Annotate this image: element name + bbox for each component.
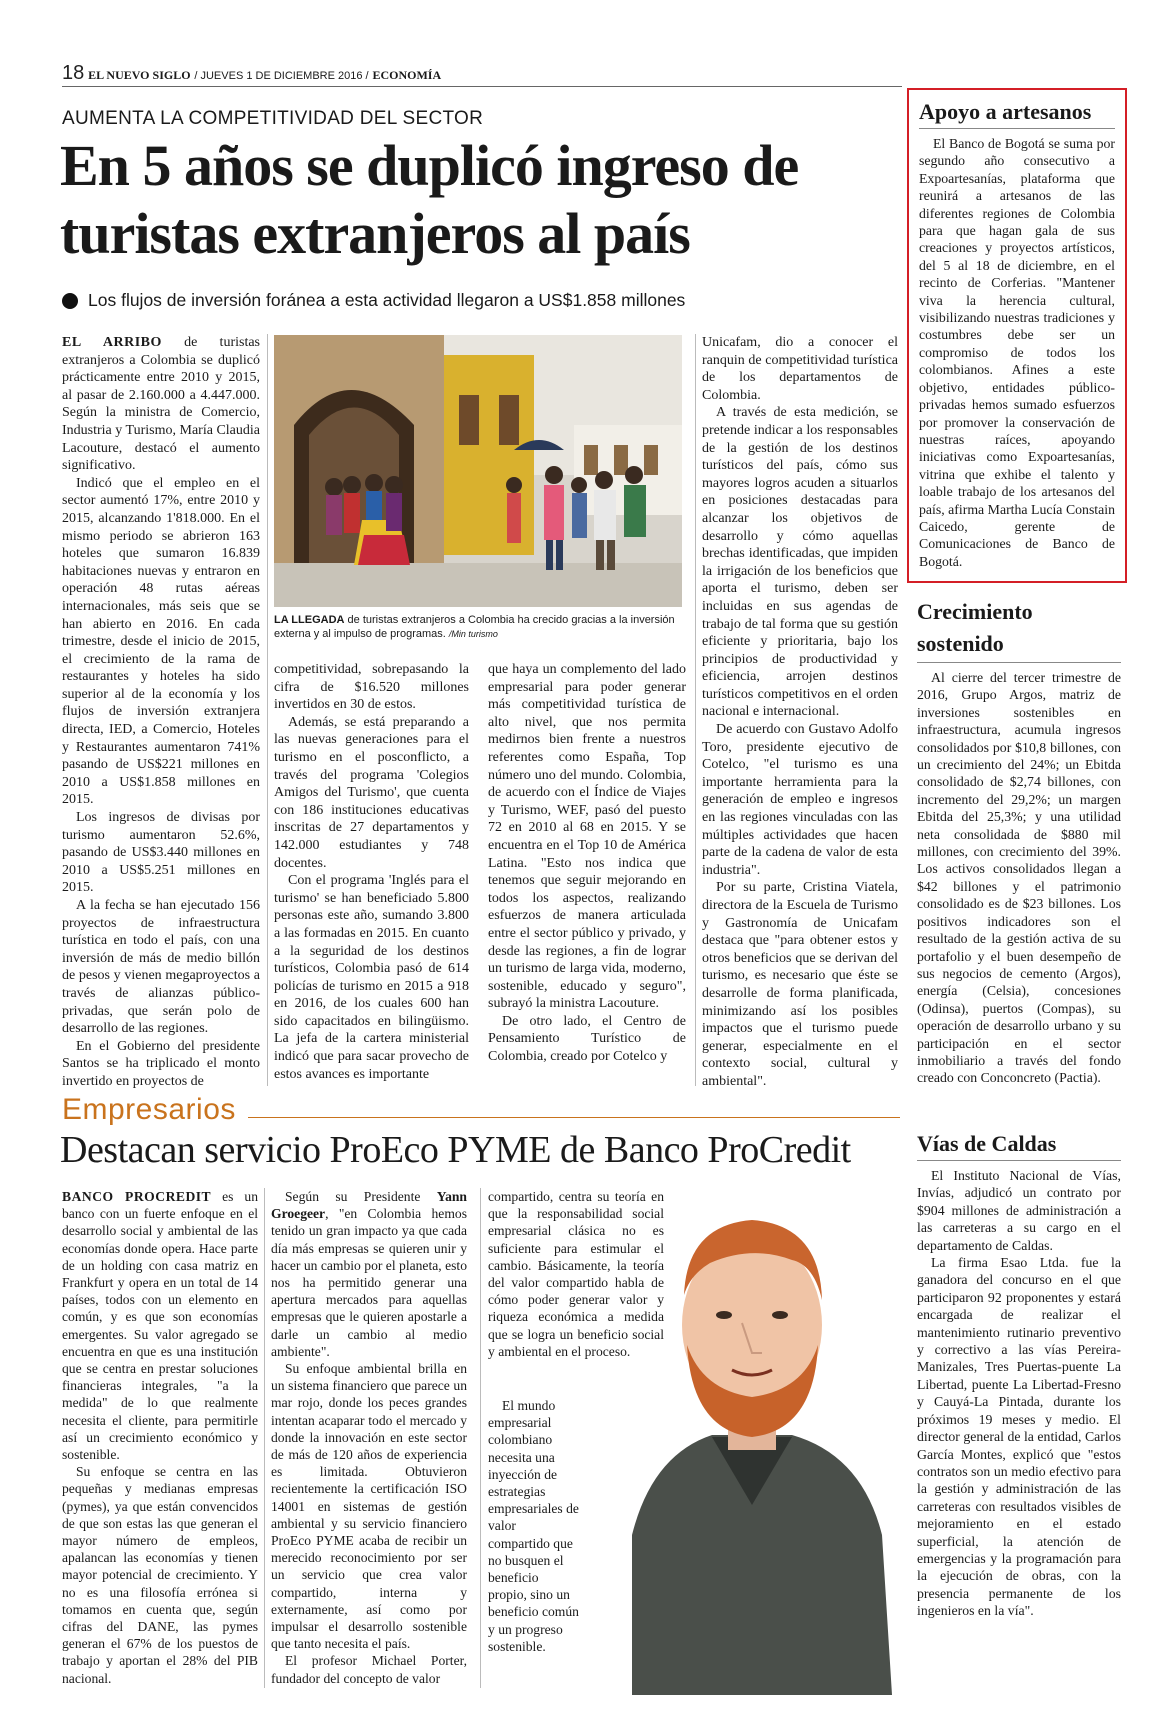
column-rule <box>480 1188 481 1688</box>
article-kicker: AUMENTA LA COMPETITIVIDAD DEL SECTOR <box>62 108 484 129</box>
folio-date: / JUEVES 1 DE DICIEMBRE 2016 / <box>194 70 369 82</box>
article-column-1 <box>62 334 260 1091</box>
paragraph: Su enfoque se centra en las pequeñas y medianas empresas (pymes), ya que están convencidos de que son estas las que generan el mayor número de empleos, apalancan las economías y tienen mayor potencial de crecimiento. Y no es una filosofía errónea si tomamos en cuenta que, según cifras del DANE, las pymes generan el 67% de los puestos de trabajo y aportan el 28% del PIB nacional. <box>62 1464 258 1686</box>
article2-headline: Destacan servicio ProEco PYME de Banco ProCredit <box>60 1129 851 1171</box>
paragraph: Según su Presidente <box>285 1189 421 1204</box>
column-rule <box>264 1188 265 1688</box>
article2-column-3-wrap <box>488 1397 580 1655</box>
paragraph: De acuerdo con Gustavo Adolfo Toro, presidente ejecutivo de Cotelco, "el turismo es una importante herramienta para la generación de empleo e ingresos en las regiones vinculadas con las múltiples actividades que hacen parte de la cadena de valor de esta industria". <box>702 722 898 878</box>
bullet-icon <box>62 293 78 309</box>
paragraph: A la fecha se han ejecutado 156 proyectos de infraestructura turística en todo el país, con una inversión de más de medio billón de pesos y vienen megaproyectos a través de alianzas público-privadas, que serán polo de desarrollo de las regiones. <box>62 898 260 1037</box>
lead-in: BANCO PROCREDIT <box>62 1189 212 1204</box>
paragraph: En el Gobierno del presidente Santos se ha triplicado el monto invertido en proyectos de <box>62 1038 260 1089</box>
sidebar-box-artesanos <box>907 88 1127 583</box>
tourists-photo <box>274 335 682 607</box>
article-column-3 <box>488 661 686 1066</box>
paragraph: Los ingresos de divisas por turismo aumentaron 52.6%, pasando de US$3.440 millones en 2010 a US$5.251 millones en 2015. <box>62 810 260 896</box>
sidebar-item-vias <box>917 1130 1121 1620</box>
article2-column-2 <box>271 1188 467 1687</box>
paragraph: Por su parte, Cristina Viatela, directora de la Escuela de Turismo y Gastronomía de Unicafam destaca que "para obtener estos y otros beneficios que se derivan del turismo, es necesario que éste se desarrolle de forma planificada, minimizando así los posibles impactos que el turismo puede generar, especialmente en el contexto social, cultural y ambiental". <box>702 880 898 1089</box>
paragraph: Unicafam, dio a conocer el ranquin de competitividad turística de los departamentos de Colombia. <box>702 335 898 403</box>
paragraph: A través de esta medición, se pretende indicar a los responsables de la gestión de los destinos turísticos del país, cómo sus mayores logros acuden a situarlos en posiciones destacadas para alcanzar los objetivos de desarrollo y cómo aquellas brechas identificadas, que impiden la irrigación de los beneficios que aporta el turismo, deben ser incluidas en sus agendas de trabajo de tal forma que su gestión eficiente y prioritaria, bajo los principios de productividad y eficiencia, arrojen destinos turísticos competitivos en el orden nacional e internacional. <box>702 405 898 720</box>
paragraph: compartido, centra su teoría en que la responsabilidad social empresarial clásica no es suficiente para estimular el cambio. Básicamente, la teoría del valor compartido habla de cómo poder generar valor y riqueza económica a medida que se logra un beneficio social y ambiental en el proceso. <box>488 1189 664 1359</box>
paragraph: El Banco de Bogotá se suma por segundo año consecutivo a Expoartesanías, plataforma que reunirá a artesanos de las diferentes regiones de Colombia para que hagan gala de sus creaciones y proyectos artísticos, del 5 al 18 de diciembre, en el recinto de Corferias. "Mantener viva la herencia cultural, visibilizando nuestras tradiciones y costumbres debe ser un compromiso de todos los colombianos. Afines a este objetivo, entidades público-privadas hemos sumado esfuerzos por promover la conservación de nuestras raíces, apoyando iniciativas como Expoartesanías, vitrina que exhibe el talento y loable trabajo de los artesanos del país, afirma Martha Lucía Constain Caicedo, gerente de Comunicaciones de Banco de Bogotá. <box>919 136 1115 569</box>
paragraph: El profesor Michael Porter, fundador del concepto de valor <box>271 1653 467 1686</box>
paragraph: Con el programa 'Inglés para el turismo' se han beneficiado 5.800 personas este año, sumando 3.800 a las formadas en 2015. En cuanto a la seguridad de los destinos turísticos, Colombia pasó de 614 policías de turismo en 2015 a 918 en 2016, de los cuales 600 han sido capacitados en bilingüismo. La jefa de la cartera ministerial indicó que para sacar provecho de estos avances es importante <box>274 873 469 1082</box>
paragraph: Además, se está preparando a las nuevas generaciones para el turismo en el posconflicto, a través del programa 'Colegios Amigos del Turismo', que cuenta con 186 instituciones educativas inscritas de 27 departamentos y 142.000 estudiantes y 748 docentes. <box>274 714 469 871</box>
deck-text: Los flujos de inversión foránea a esta actividad llegaron a US$1.858 millones <box>88 290 686 310</box>
photo-caption <box>274 613 684 641</box>
divider <box>917 1160 1121 1161</box>
article-headline: En 5 años se duplicó ingreso de turistas extranjeros al país <box>60 133 799 266</box>
section-label: Empresarios <box>62 1093 236 1126</box>
paragraph: de turistas extranjeros a Colombia se duplicó prácticamente entre 2010 y 2015, al pasar de 2.160.000 a 4.447.000. Según la ministra de Comercio, Industria y Turismo, María Claudia Lacouture, destacó el aumento significativo. <box>62 335 260 474</box>
folio-rule <box>62 86 902 87</box>
page-folio <box>62 62 902 84</box>
person-name: Yann Groegeer <box>271 1189 467 1222</box>
section-rule <box>248 1117 900 1118</box>
paragraph: El Instituto Nacional de Vías, Invías, adjudicó un contrato por $904 millones de administración a las carreteras a su cargo en el departamento de Caldas. <box>917 1168 1121 1253</box>
column-rule <box>267 334 268 1086</box>
caption-lead: LA LLEGADA <box>274 614 345 626</box>
paragraph: La firma Esao Ltda. fue la ganadora del concurso en el que participaron 92 proponentes y estará encargada de realizar el mantenimiento rutinario preventivo y correctivo a las vías Pereira-Manizales, Tres Puertas-puente La Libertad, puente La Libertad-Fresno y Cauyá-La Pintada, durante los próximos 19 meses y medio. El director general de la entidad, Carlos García Montes, explicó que "estos contratos son un medio efectivo para la gestión y administración de las carreteras con resultados visibles de mejoramiento en el estado superficial, la atención de emergencias y la programación para la ejecución de obras, con la presencia permanente de los ingenieros en la vía". <box>917 1255 1121 1619</box>
paragraph: competitividad, sobrepasando la cifra de $16.520 millones invertidos en 30 de estos. <box>274 662 469 713</box>
article2-column-1 <box>62 1188 258 1687</box>
sidebar-item-crecimiento <box>917 596 1121 1087</box>
sidebar-box-text <box>919 135 1115 570</box>
paragraph: es un banco con un fuerte enfoque en el desarrollo social y ambiental de las economías donde opera. Hace parte de un holding con casa matriz en Frankfurt y opera en un total de 14 países, todos con un elemento en común, y es que son economías emergentes. Su valor agregado se encuentra en que es una institución que se centra en prestar soluciones financieras integrales, "a la medida" de lo que realmente necesita el cliente, para permitirle así un crecimiento económico y sostenible. <box>62 1189 258 1463</box>
paragraph: Su enfoque ambiental brilla en un sistema financiero que parece un mar rojo, donde los peces grandes intentan acaparar todo el mercado y donde la innovación en este sector de más de 120 años de experiencia es limitada. Obtuvieron recientemente la certificación ISO 14001 en sistemas de gestión ambiental y su servicio financiero ProEco PYME acaba de recibir un merecido reconocimiento por ser un servicio que crea valor compartido, interna y externamente, así como por impulsar el desarrollo sostenible que tanto necesita el país. <box>271 1361 467 1652</box>
sidebar-item-title: Crecimiento sostenido <box>917 599 1033 656</box>
page-number: 18 <box>62 62 85 84</box>
paragraph: El mundo empresarial colombiano necesita una inyección de estrategias empresariales de valor compartido que no busquen el beneficio propio, sino un beneficio común y un progreso sostenible. <box>488 1398 579 1654</box>
paragraph: Indicó que el empleo en el sector aumentó 17%, entre 2010 y 2015, alcanzando 1'818.000. En el mismo periodo se abrieron 163 hoteles que sumaron 16.839 habitaciones nuevas y entraron en operación 48 rutas aéreas internacionales, más seis que se han abierto en 2016. En cada trimestre, desde el inicio de 2015, el crecimiento de la rama de restaurantes y hoteles ha sido superior al de la economía y los flujos de inversión extranjera directa, IED, a Comercio, Hoteles y Restaurantes aumentaron 741% pasando de US$221 millones en 2010 a US$1.858 millones en 2015. <box>62 475 260 808</box>
paragraph: que haya un complemento del lado empresarial para poder generar más competitividad turística de alto nivel, que nos permita medirnos bien frente a nuestros referentes como España, Top número uno del mundo. Colombia, de acuerdo con el Índice de Viajes y Turismo, WEF, pasó del puesto 72 en 2010 al 68 en 2015. Y se encuentra en el Top 10 de América Latina. "Esto nos indica que tenemos que seguir mejorando en todos los aspectos, realizando esfuerzos de manera articulada entre el sector público y privado, y desde las regiones, a fin de lograr un turismo de larga vida, moderno, sostenible, educado y seguro", subrayó la ministra Lacouture. <box>488 662 686 1012</box>
executive-portrait <box>592 1175 904 1695</box>
newspaper-name: EL NUEVO SIGLO <box>88 68 191 82</box>
article-column-2 <box>274 661 469 1083</box>
folio-section: ECONOMÍA <box>372 68 442 82</box>
photo-credit: /Min turismo <box>448 629 498 639</box>
article-column-4 <box>702 334 898 1091</box>
divider <box>919 128 1115 129</box>
lead-in: EL ARRIBO <box>62 335 162 350</box>
paragraph: De otro lado, el Centro de Pensamiento Turístico de Colombia, creado por Cotelco y <box>488 1013 686 1065</box>
sidebar-box-title: Apoyo a artesanos <box>919 99 1092 124</box>
paragraph: Al cierre del tercer trimestre de 2016, Grupo Argos, matriz de inversiones sostenibles en infraestructura, acumula ingresos consolidados por $10,8 billones, con un crecimiento del 24%; un Ebitda consolidado de $2,74 billones, con incremento del 29,2%; un margen Ebitda del 25,3%; y una utilidad neta consolidada de $880 mil millones, con crecimiento del 39%. Los activos consolidados llegan a $42 billones y el patrimonio consolidado es de $23 billones. Los positivos indicadores son el resultado de la gestión activa de su portafolio y el buen desempeño de sus negocios de cemento (Argos), energía (Celsia), concesiones (Odinsa), puertos (Compas), su operación de desarrollo urbano y su participación en el sector inmobiliario a través del fondo creado con Conconcreto (Pactia). <box>917 670 1121 1086</box>
caption-text: de turistas extranjeros a Colombia ha crecido gracias a la inversión externa y al impulso de programas. <box>274 614 675 640</box>
sidebar-item-title: Vías de Caldas <box>917 1131 1057 1156</box>
column-rule <box>695 334 696 1086</box>
article-deck <box>62 290 685 311</box>
paragraph: , "en Colombia hemos tenido un gran impacto ya que cada día más empresas se quieren unir y hacer un cambio por el planeta, esto nos ha permitido generar una apertura mercados para aquellas empresas que le quieren apostarle a darle un cambio al medio ambiente". <box>271 1206 467 1359</box>
divider <box>917 662 1121 663</box>
